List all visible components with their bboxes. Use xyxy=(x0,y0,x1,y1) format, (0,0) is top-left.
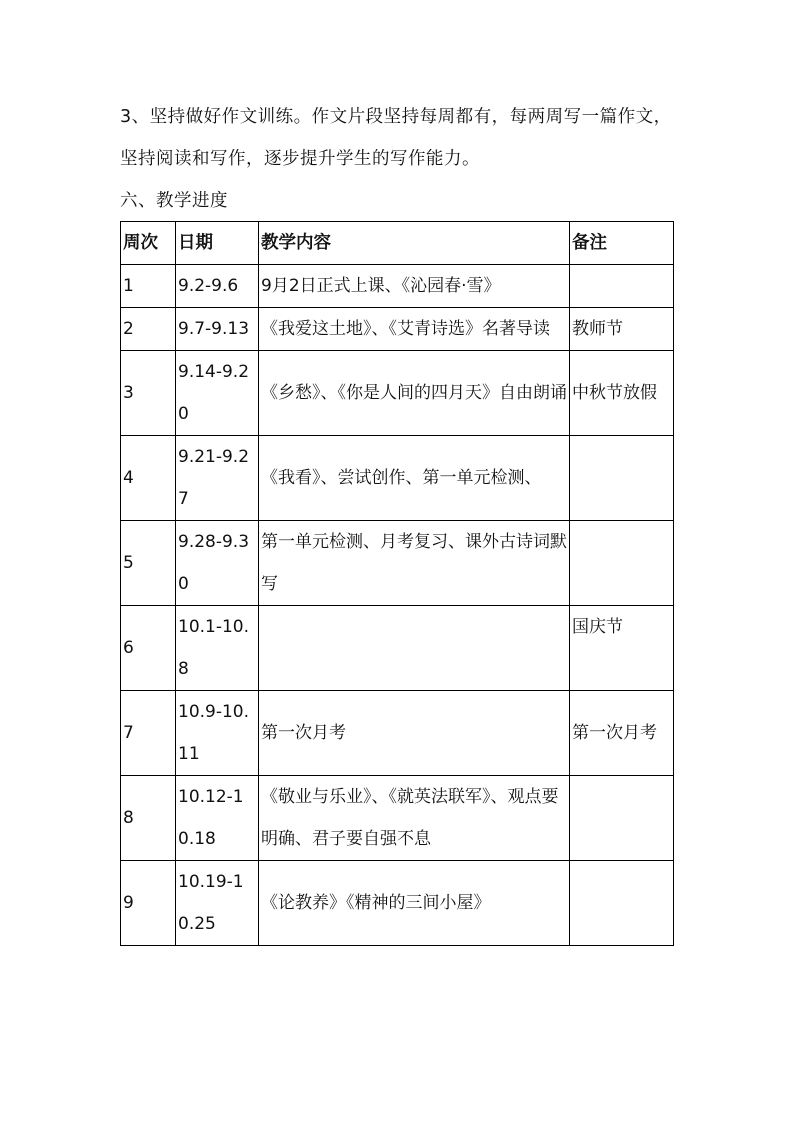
table-row xyxy=(121,351,674,436)
cell-week: 2 xyxy=(121,308,176,351)
cell-note xyxy=(570,776,674,861)
cell-content: 第一单元检测、月考复习、课外古诗词默写 xyxy=(259,521,570,606)
header-week: 周次 xyxy=(121,222,176,265)
cell-date: 9.28-9.30 xyxy=(176,521,259,606)
cell-content: 《论教养》《精神的三间小屋》 xyxy=(259,861,570,946)
table-row xyxy=(121,776,674,861)
header-date: 日期 xyxy=(176,222,259,265)
cell-date: 9.21-9.27 xyxy=(176,436,259,521)
table-row xyxy=(121,691,674,776)
cell-note: 第一次月考 xyxy=(570,691,674,776)
cell-content: 第一次月考 xyxy=(259,691,570,776)
table-row xyxy=(121,521,674,606)
cell-content xyxy=(259,606,570,691)
cell-week: 3 xyxy=(121,351,176,436)
cell-note xyxy=(570,521,674,606)
table-row xyxy=(121,265,674,308)
cell-content: 9月2日正式上课、《沁园春·雪》 xyxy=(259,265,570,308)
header-content: 教学内容 xyxy=(259,222,570,265)
cell-note: 国庆节 xyxy=(570,606,674,691)
cell-date: 10.19-10.25 xyxy=(176,861,259,946)
cell-content: 《我爱这土地》、《艾青诗选》名著导读 xyxy=(259,308,570,351)
cell-date: 10.12-10.18 xyxy=(176,776,259,861)
cell-content: 《我看》、尝试创作、第一单元检测、 xyxy=(259,436,570,521)
schedule-table xyxy=(120,221,674,946)
cell-week: 7 xyxy=(121,691,176,776)
header-note: 备注 xyxy=(570,222,674,265)
cell-date: 10.9-10.11 xyxy=(176,691,259,776)
section-heading: 六、教学进度 xyxy=(120,191,228,211)
cell-note xyxy=(570,265,674,308)
cell-week: 4 xyxy=(121,436,176,521)
cell-note xyxy=(570,436,674,521)
cell-week: 9 xyxy=(121,861,176,946)
cell-week: 5 xyxy=(121,521,176,606)
table-header-row xyxy=(121,222,674,265)
table-row xyxy=(121,308,674,351)
table-row xyxy=(121,436,674,521)
cell-week: 1 xyxy=(121,265,176,308)
cell-note: 教师节 xyxy=(570,308,674,351)
cell-content: 《敬业与乐业》、《就英法联军》、观点要明确、君子要自强不息 xyxy=(259,776,570,861)
cell-date: 9.14-9.20 xyxy=(176,351,259,436)
cell-week: 8 xyxy=(121,776,176,861)
cell-date: 9.7-9.13 xyxy=(176,308,259,351)
cell-note xyxy=(570,861,674,946)
cell-content: 《乡愁》、《你是人间的四月天》自由朗诵 xyxy=(259,351,570,436)
table-row xyxy=(121,861,674,946)
cell-note: 中秋节放假 xyxy=(570,351,674,436)
paragraph: 3、坚持做好作文训练。作文片段坚持每周都有，每两周写一篇作文，坚持阅读和写作，逐步提升学生的写作能力。 xyxy=(120,107,672,169)
cell-date: 10.1-10.8 xyxy=(176,606,259,691)
cell-week: 6 xyxy=(121,606,176,691)
table-row xyxy=(121,606,674,691)
cell-date: 9.2-9.6 xyxy=(176,265,259,308)
